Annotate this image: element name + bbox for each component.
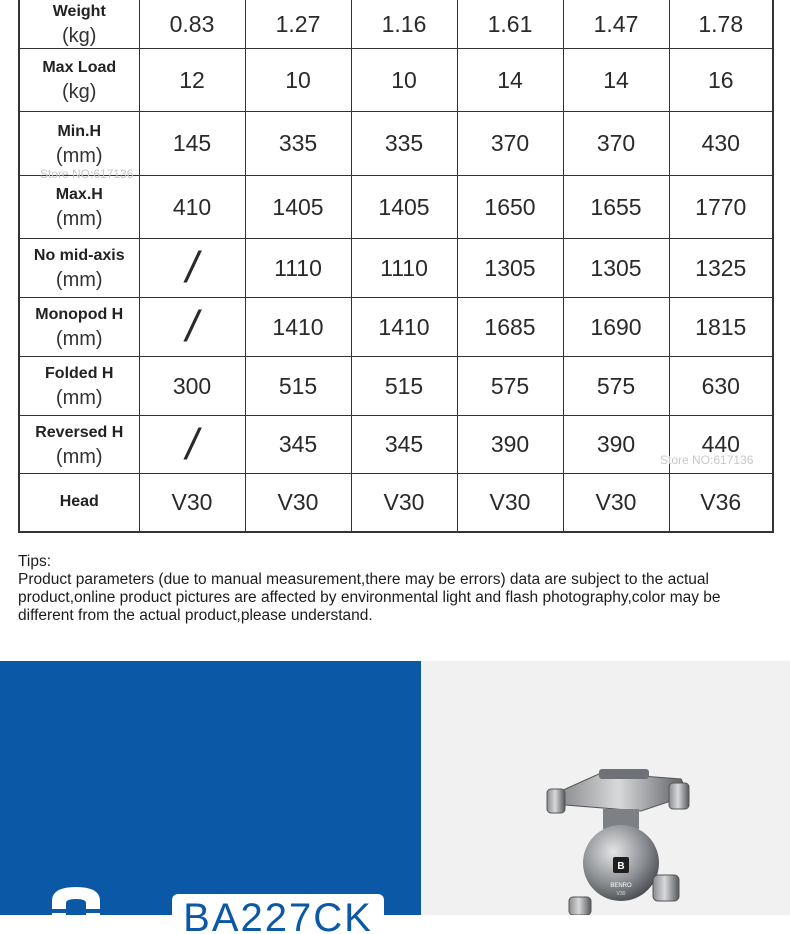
spec-unit: (kg) <box>62 81 97 103</box>
model-badge <box>172 894 384 934</box>
spec-value: / <box>139 239 245 298</box>
spec-value: 1110 <box>351 239 457 298</box>
spec-value: 630 <box>669 357 773 416</box>
spec-row <box>19 0 773 49</box>
spec-value: 1325 <box>669 239 773 298</box>
store-watermark: Store NO:617136 <box>660 453 754 467</box>
promo-banner <box>0 661 790 934</box>
spec-value: V30 <box>457 474 563 532</box>
spec-value: 440 <box>669 416 773 474</box>
spec-row <box>19 176 773 239</box>
spec-value: 145 <box>139 112 245 176</box>
spec-unit: (kg) <box>62 25 97 47</box>
spec-value: 335 <box>351 112 457 176</box>
spec-value: 345 <box>351 416 457 474</box>
spec-value: 575 <box>563 357 669 416</box>
spec-label: Min.H <box>57 122 102 140</box>
spec-label: Reversed H <box>35 423 124 441</box>
svg-text:B: B <box>617 861 625 872</box>
spec-value: 390 <box>457 416 563 474</box>
spec-value: 1405 <box>245 176 351 239</box>
spec-value: / <box>139 416 245 474</box>
spec-value: 515 <box>351 357 457 416</box>
spec-unit: (mm) <box>55 208 103 230</box>
spec-value: 1690 <box>563 298 669 357</box>
spec-unit: (mm) <box>55 328 103 350</box>
spec-value: V30 <box>351 474 457 532</box>
spec-value: 10 <box>351 49 457 112</box>
spec-label-cell <box>19 0 139 49</box>
spec-label-cell <box>19 176 139 239</box>
spec-label-cell <box>19 416 139 474</box>
spec-value: 1.16 <box>351 0 457 49</box>
promo-gray-panel <box>421 661 790 915</box>
spec-row <box>19 112 773 176</box>
spec-value: 12 <box>139 49 245 112</box>
spec-value: 1110 <box>245 239 351 298</box>
spec-value: 1770 <box>669 176 773 239</box>
spec-label: Folded H <box>45 365 114 382</box>
spec-value: 575 <box>457 357 563 416</box>
spec-value: 300 <box>139 357 245 416</box>
spec-value: 16 <box>669 49 773 112</box>
spec-value: 1.27 <box>245 0 351 49</box>
spec-value: 14 <box>457 49 563 112</box>
spec-row <box>19 357 773 416</box>
spec-value: V30 <box>139 474 245 532</box>
spec-value: 1.47 <box>563 0 669 49</box>
spec-label-cell <box>19 112 139 176</box>
spec-value: 0.83 <box>139 0 245 49</box>
store-watermark: Store NO:617136 <box>40 167 134 181</box>
spec-value: 1410 <box>245 298 351 357</box>
spec-value: 1410 <box>351 298 457 357</box>
spec-label: Weight <box>52 3 106 20</box>
spec-label-cell <box>19 357 139 416</box>
spec-row <box>19 474 773 532</box>
spec-label: Head <box>59 493 99 511</box>
spec-value: 1.78 <box>669 0 773 49</box>
spec-value: 370 <box>563 112 669 176</box>
spec-value: 515 <box>245 357 351 416</box>
spec-value: 345 <box>245 416 351 474</box>
spec-value: 1650 <box>457 176 563 239</box>
spec-label: Max Load <box>42 59 117 76</box>
model-name: BA227CK <box>183 896 373 934</box>
spec-label-cell <box>19 239 139 298</box>
spec-value: 1685 <box>457 298 563 357</box>
spec-unit: (mm) <box>55 269 103 291</box>
spec-value: 335 <box>245 112 351 176</box>
spec-unit: (mm) <box>55 144 103 167</box>
spec-value: 1815 <box>669 298 773 357</box>
spec-row <box>19 49 773 112</box>
spec-value: 1305 <box>457 239 563 298</box>
spec-value: 1405 <box>351 176 457 239</box>
spec-label-cell <box>19 298 139 357</box>
spec-value: 370 <box>457 112 563 176</box>
head-model-text: V30 <box>616 891 626 897</box>
spec-label: No mid-axis <box>33 247 125 264</box>
tips-body: Product parameters (due to manual measurement,there may be errors) data are subject to the actual product,online product pictures are affected by environmental light and flash photography,color may be different from the actual product,please understand. <box>18 571 721 624</box>
promo-blue-panel <box>0 661 421 934</box>
spec-label: Monopod H <box>35 306 124 323</box>
head-brand-text: BENRO <box>610 883 632 889</box>
spec-value: 1305 <box>563 239 669 298</box>
spec-value: V30 <box>245 474 351 532</box>
spec-label-cell <box>19 49 139 112</box>
tips-section <box>18 553 773 625</box>
spec-row <box>19 239 773 298</box>
brand-logo-icon <box>52 887 100 927</box>
tips-heading: Tips: <box>18 553 52 570</box>
spec-label-cell <box>19 474 139 532</box>
spec-value: 10 <box>245 49 351 112</box>
spec-value: V30 <box>563 474 669 532</box>
spec-value: 1655 <box>563 176 669 239</box>
spec-unit: (mm) <box>55 445 103 468</box>
spec-value: 14 <box>563 49 669 112</box>
spec-value: 430 <box>669 112 773 176</box>
spec-label: Max.H <box>55 186 103 203</box>
spec-value: V36 <box>669 474 773 532</box>
spec-unit: (mm) <box>55 387 103 409</box>
spec-value: / <box>139 298 245 357</box>
spec-value: 410 <box>139 176 245 239</box>
ball-head-image <box>541 765 701 915</box>
spec-value: 1.61 <box>457 0 563 49</box>
spec-row <box>19 298 773 357</box>
spec-value: 390 <box>563 416 669 474</box>
